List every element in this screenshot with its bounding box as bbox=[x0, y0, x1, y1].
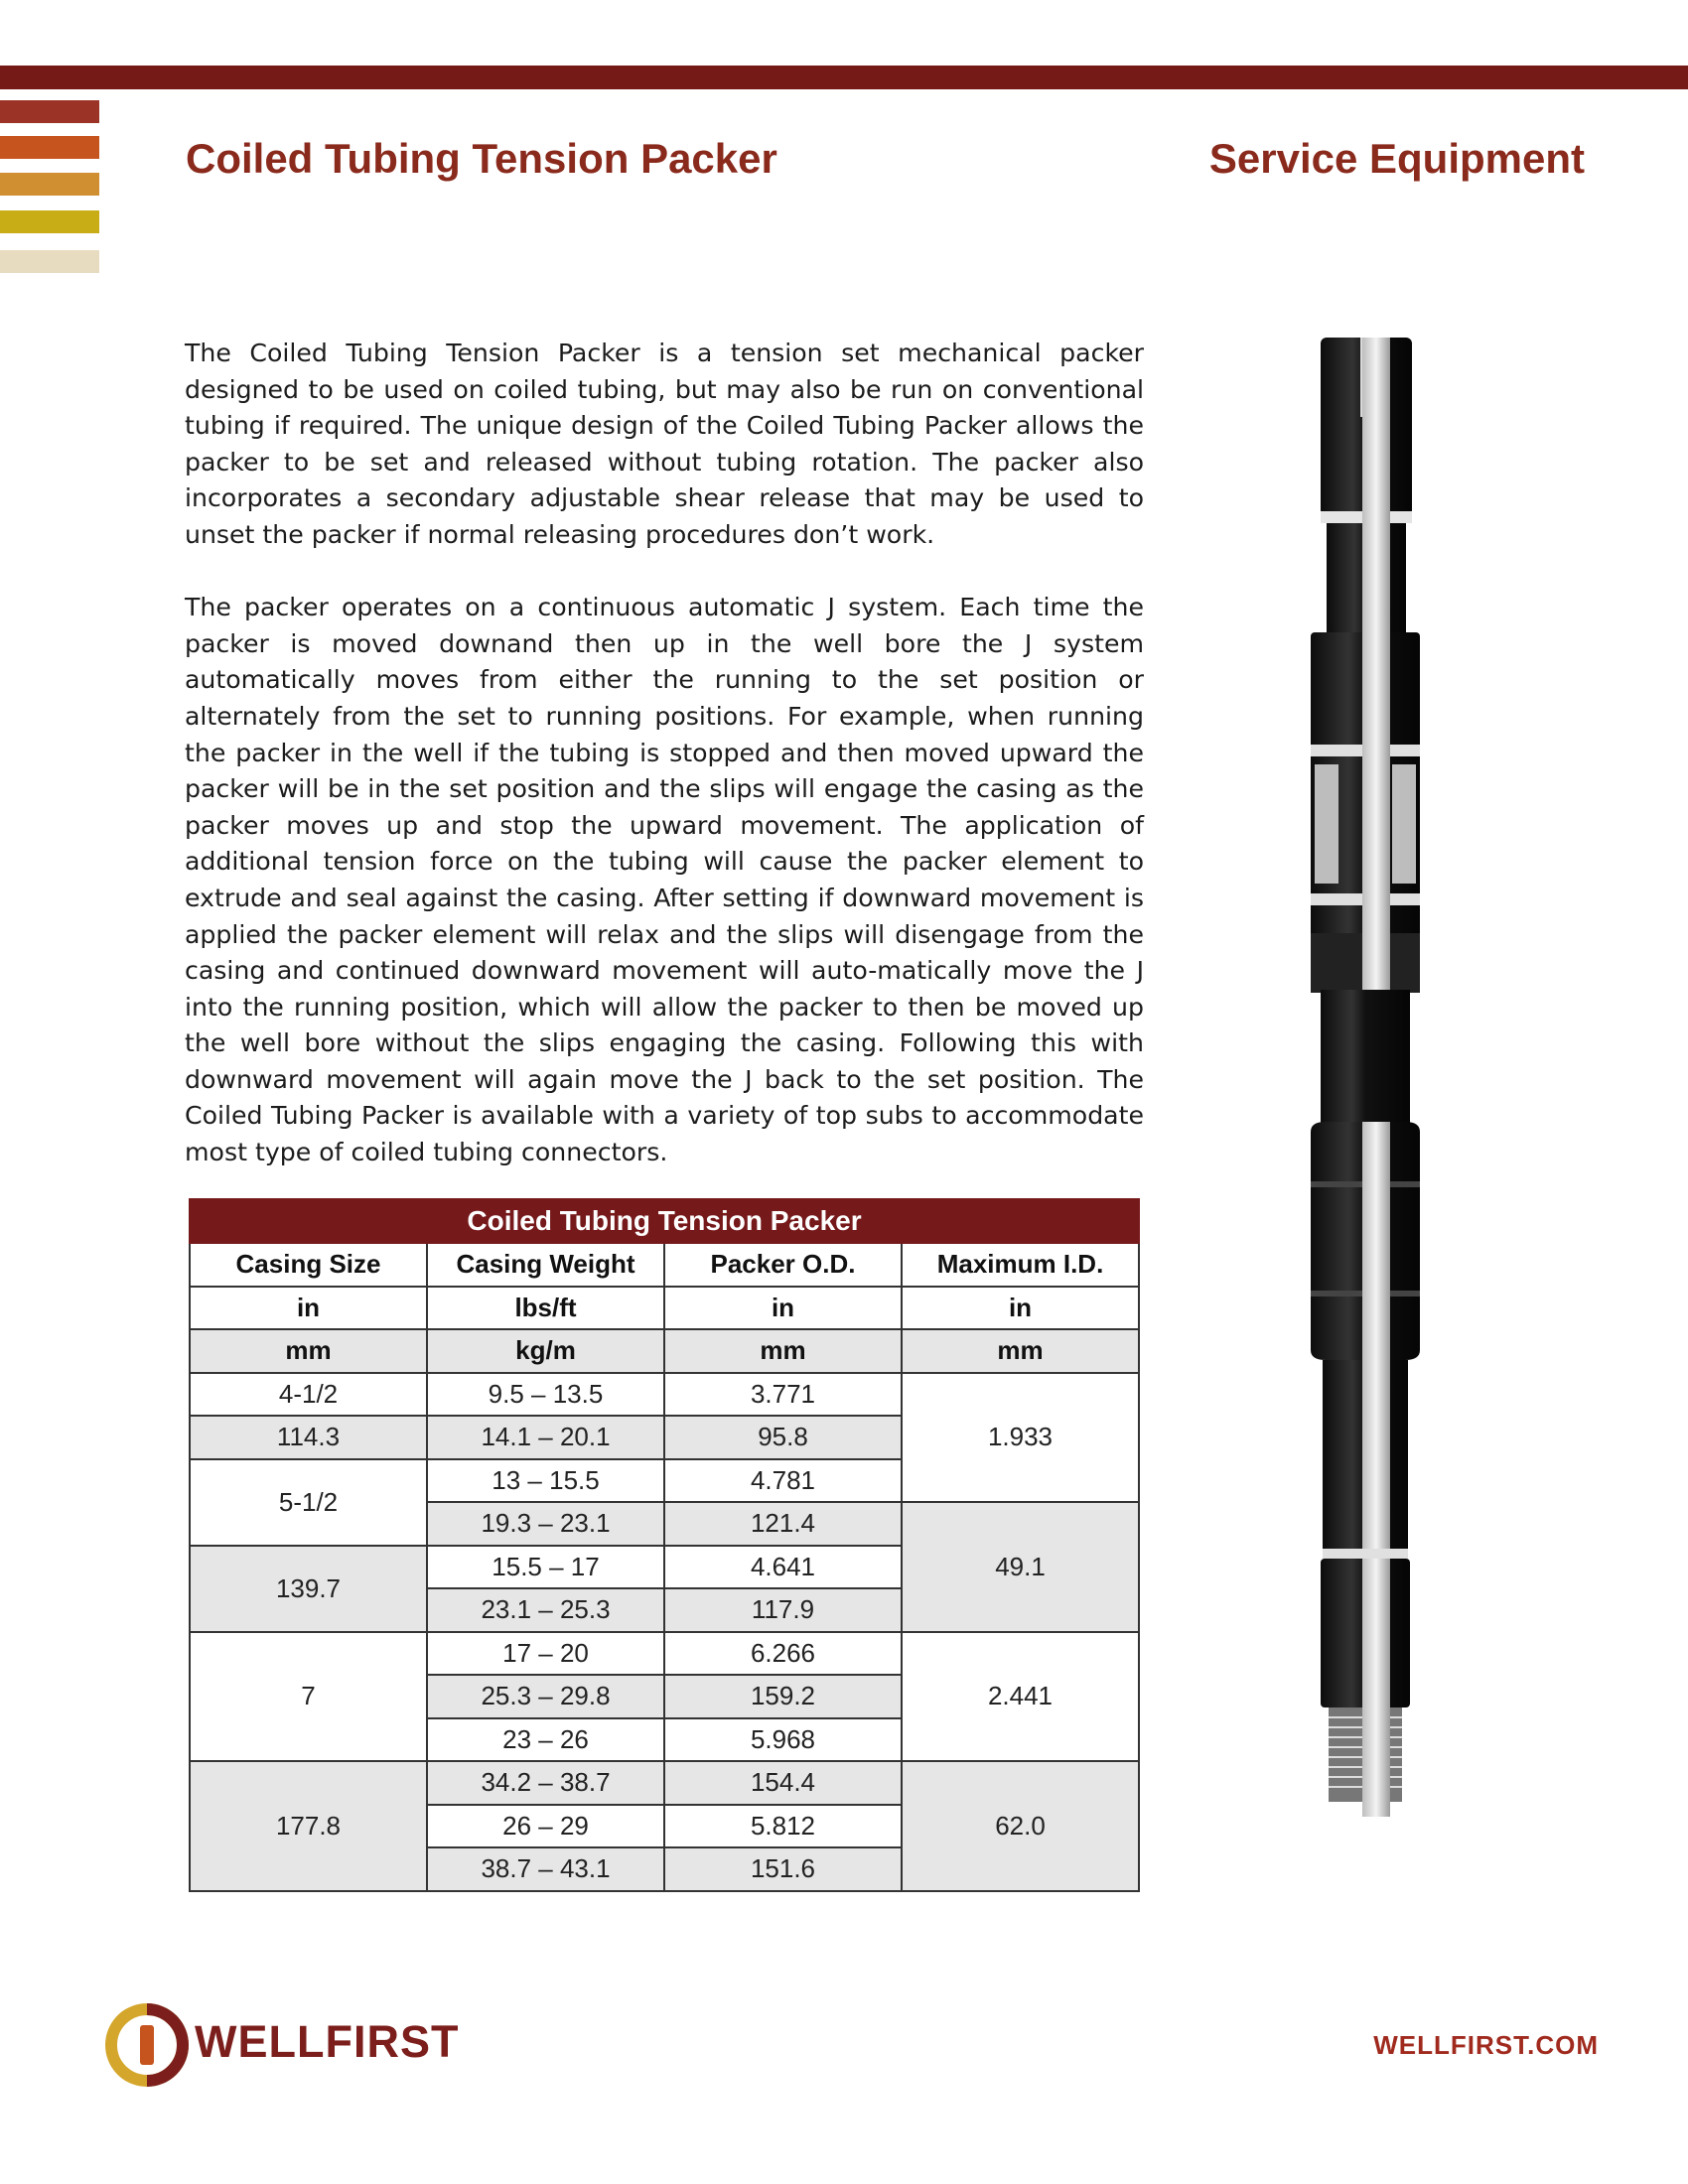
header-casing-size: Casing Size bbox=[190, 1243, 427, 1287]
table-caption: Coiled Tubing Tension Packer bbox=[190, 1199, 1139, 1243]
casing-weight-cell: 19.3 – 23.1 bbox=[427, 1502, 664, 1546]
page-title: Coiled Tubing Tension Packer bbox=[186, 135, 777, 182]
stripe-3 bbox=[0, 173, 99, 196]
max-id-cell: 49.1 bbox=[902, 1502, 1139, 1632]
casing-size-cell: 4-1/2 bbox=[190, 1373, 427, 1417]
unit-imperial: lbs/ft bbox=[427, 1287, 664, 1330]
casing-weight-cell: 15.5 – 17 bbox=[427, 1546, 664, 1589]
top-brand-bar bbox=[0, 66, 1688, 89]
stripe-4 bbox=[0, 210, 99, 233]
packer-od-cell: 5.812 bbox=[664, 1805, 902, 1848]
casing-weight-cell: 14.1 – 20.1 bbox=[427, 1416, 664, 1459]
packer-od-cell: 151.6 bbox=[664, 1847, 902, 1891]
casing-weight-cell: 38.7 – 43.1 bbox=[427, 1847, 664, 1891]
casing-size-cell: 7 bbox=[190, 1632, 427, 1762]
casing-weight-cell: 23 – 26 bbox=[427, 1718, 664, 1762]
header-maximum-id: Maximum I.D. bbox=[902, 1243, 1139, 1287]
casing-weight-cell: 17 – 20 bbox=[427, 1632, 664, 1676]
header-packer-od: Packer O.D. bbox=[664, 1243, 902, 1287]
unit-metric: mm bbox=[190, 1329, 427, 1373]
footer-brand: WELLFIRST bbox=[195, 2016, 460, 2067]
stripe-1 bbox=[0, 100, 99, 123]
packer-od-cell: 6.266 bbox=[664, 1632, 902, 1676]
packer-od-cell: 159.2 bbox=[664, 1675, 902, 1718]
spec-table bbox=[189, 1198, 1140, 1892]
casing-weight-cell: 23.1 – 25.3 bbox=[427, 1588, 664, 1632]
packer-od-cell: 154.4 bbox=[664, 1761, 902, 1805]
casing-weight-cell: 25.3 – 29.8 bbox=[427, 1675, 664, 1718]
casing-weight-cell: 9.5 – 13.5 bbox=[427, 1373, 664, 1417]
unit-imperial: in bbox=[664, 1287, 902, 1330]
packer-od-cell: 4.641 bbox=[664, 1546, 902, 1589]
header-casing-weight: Casing Weight bbox=[427, 1243, 664, 1287]
casing-size-cell: 5-1/2 bbox=[190, 1459, 427, 1546]
unit-metric: mm bbox=[902, 1329, 1139, 1373]
stripe-2 bbox=[0, 136, 99, 159]
casing-size-cell: 139.7 bbox=[190, 1546, 427, 1632]
stripe-5 bbox=[0, 250, 99, 273]
packer-od-cell: 3.771 bbox=[664, 1373, 902, 1417]
unit-metric: kg/m bbox=[427, 1329, 664, 1373]
max-id-cell: 1.933 bbox=[902, 1373, 1139, 1503]
packer-od-cell: 4.781 bbox=[664, 1459, 902, 1503]
max-id-cell: 2.441 bbox=[902, 1632, 1139, 1762]
unit-metric: mm bbox=[664, 1329, 902, 1373]
casing-weight-cell: 13 – 15.5 bbox=[427, 1459, 664, 1503]
max-id-cell: 62.0 bbox=[902, 1761, 1139, 1891]
packer-od-cell: 95.8 bbox=[664, 1416, 902, 1459]
packer-od-cell: 121.4 bbox=[664, 1502, 902, 1546]
paragraph-1: The Coiled Tubing Tension Packer is a tension set mechanical packer designed to be used on coiled tubing, but may also be run on conventional tubing if required. The unique design of the Coiled Tubing Packer allows the packer to be set and released without tubing rotation. The packer also incorporates a secondary adjustable shear release that may be used to unset the packer if normal releasing procedures don’t work. bbox=[185, 339, 1144, 549]
footer-url[interactable]: WELLFIRST.COM bbox=[1373, 2030, 1599, 2060]
description bbox=[185, 336, 1144, 1207]
packer-od-cell: 117.9 bbox=[664, 1588, 902, 1632]
unit-imperial: in bbox=[902, 1287, 1139, 1330]
section-title: Service Equipment bbox=[1208, 135, 1585, 182]
casing-weight-cell: 34.2 – 38.7 bbox=[427, 1761, 664, 1805]
unit-imperial: in bbox=[190, 1287, 427, 1330]
casing-size-cell: 114.3 bbox=[190, 1416, 427, 1459]
paragraph-2: The packer operates on a continuous automatic J system. Each time the packer is moved downand then up in the well bore the J system automatically moves from either the running to the set position or alternately from the set to running positions. For example, when running the packer in the well if the tubing is stopped and then moved upward the packer will be in the set position and the slips will engage the casing as the packer moves up and stop the upward movement. The application of additional tension force on the tubing will cause the packer element to extrude and seal against the casing. After setting if downward movement is applied the packer element will relax and the slips will disengage from the casing and continued downward movement will auto-matically move the J into the running position, which will allow the packer to then be moved up the well bore without the slips engaging the casing. Following this with downward movement will again move the J back to the set position. The Coiled Tubing Packer is available with a variety of top subs to accommodate most type of coiled tubing connectors. bbox=[185, 593, 1144, 1167]
casing-weight-cell: 26 – 29 bbox=[427, 1805, 664, 1848]
casing-size-cell: 177.8 bbox=[190, 1761, 427, 1891]
packer-tool-illustration bbox=[1281, 338, 1440, 1827]
packer-od-cell: 5.968 bbox=[664, 1718, 902, 1762]
